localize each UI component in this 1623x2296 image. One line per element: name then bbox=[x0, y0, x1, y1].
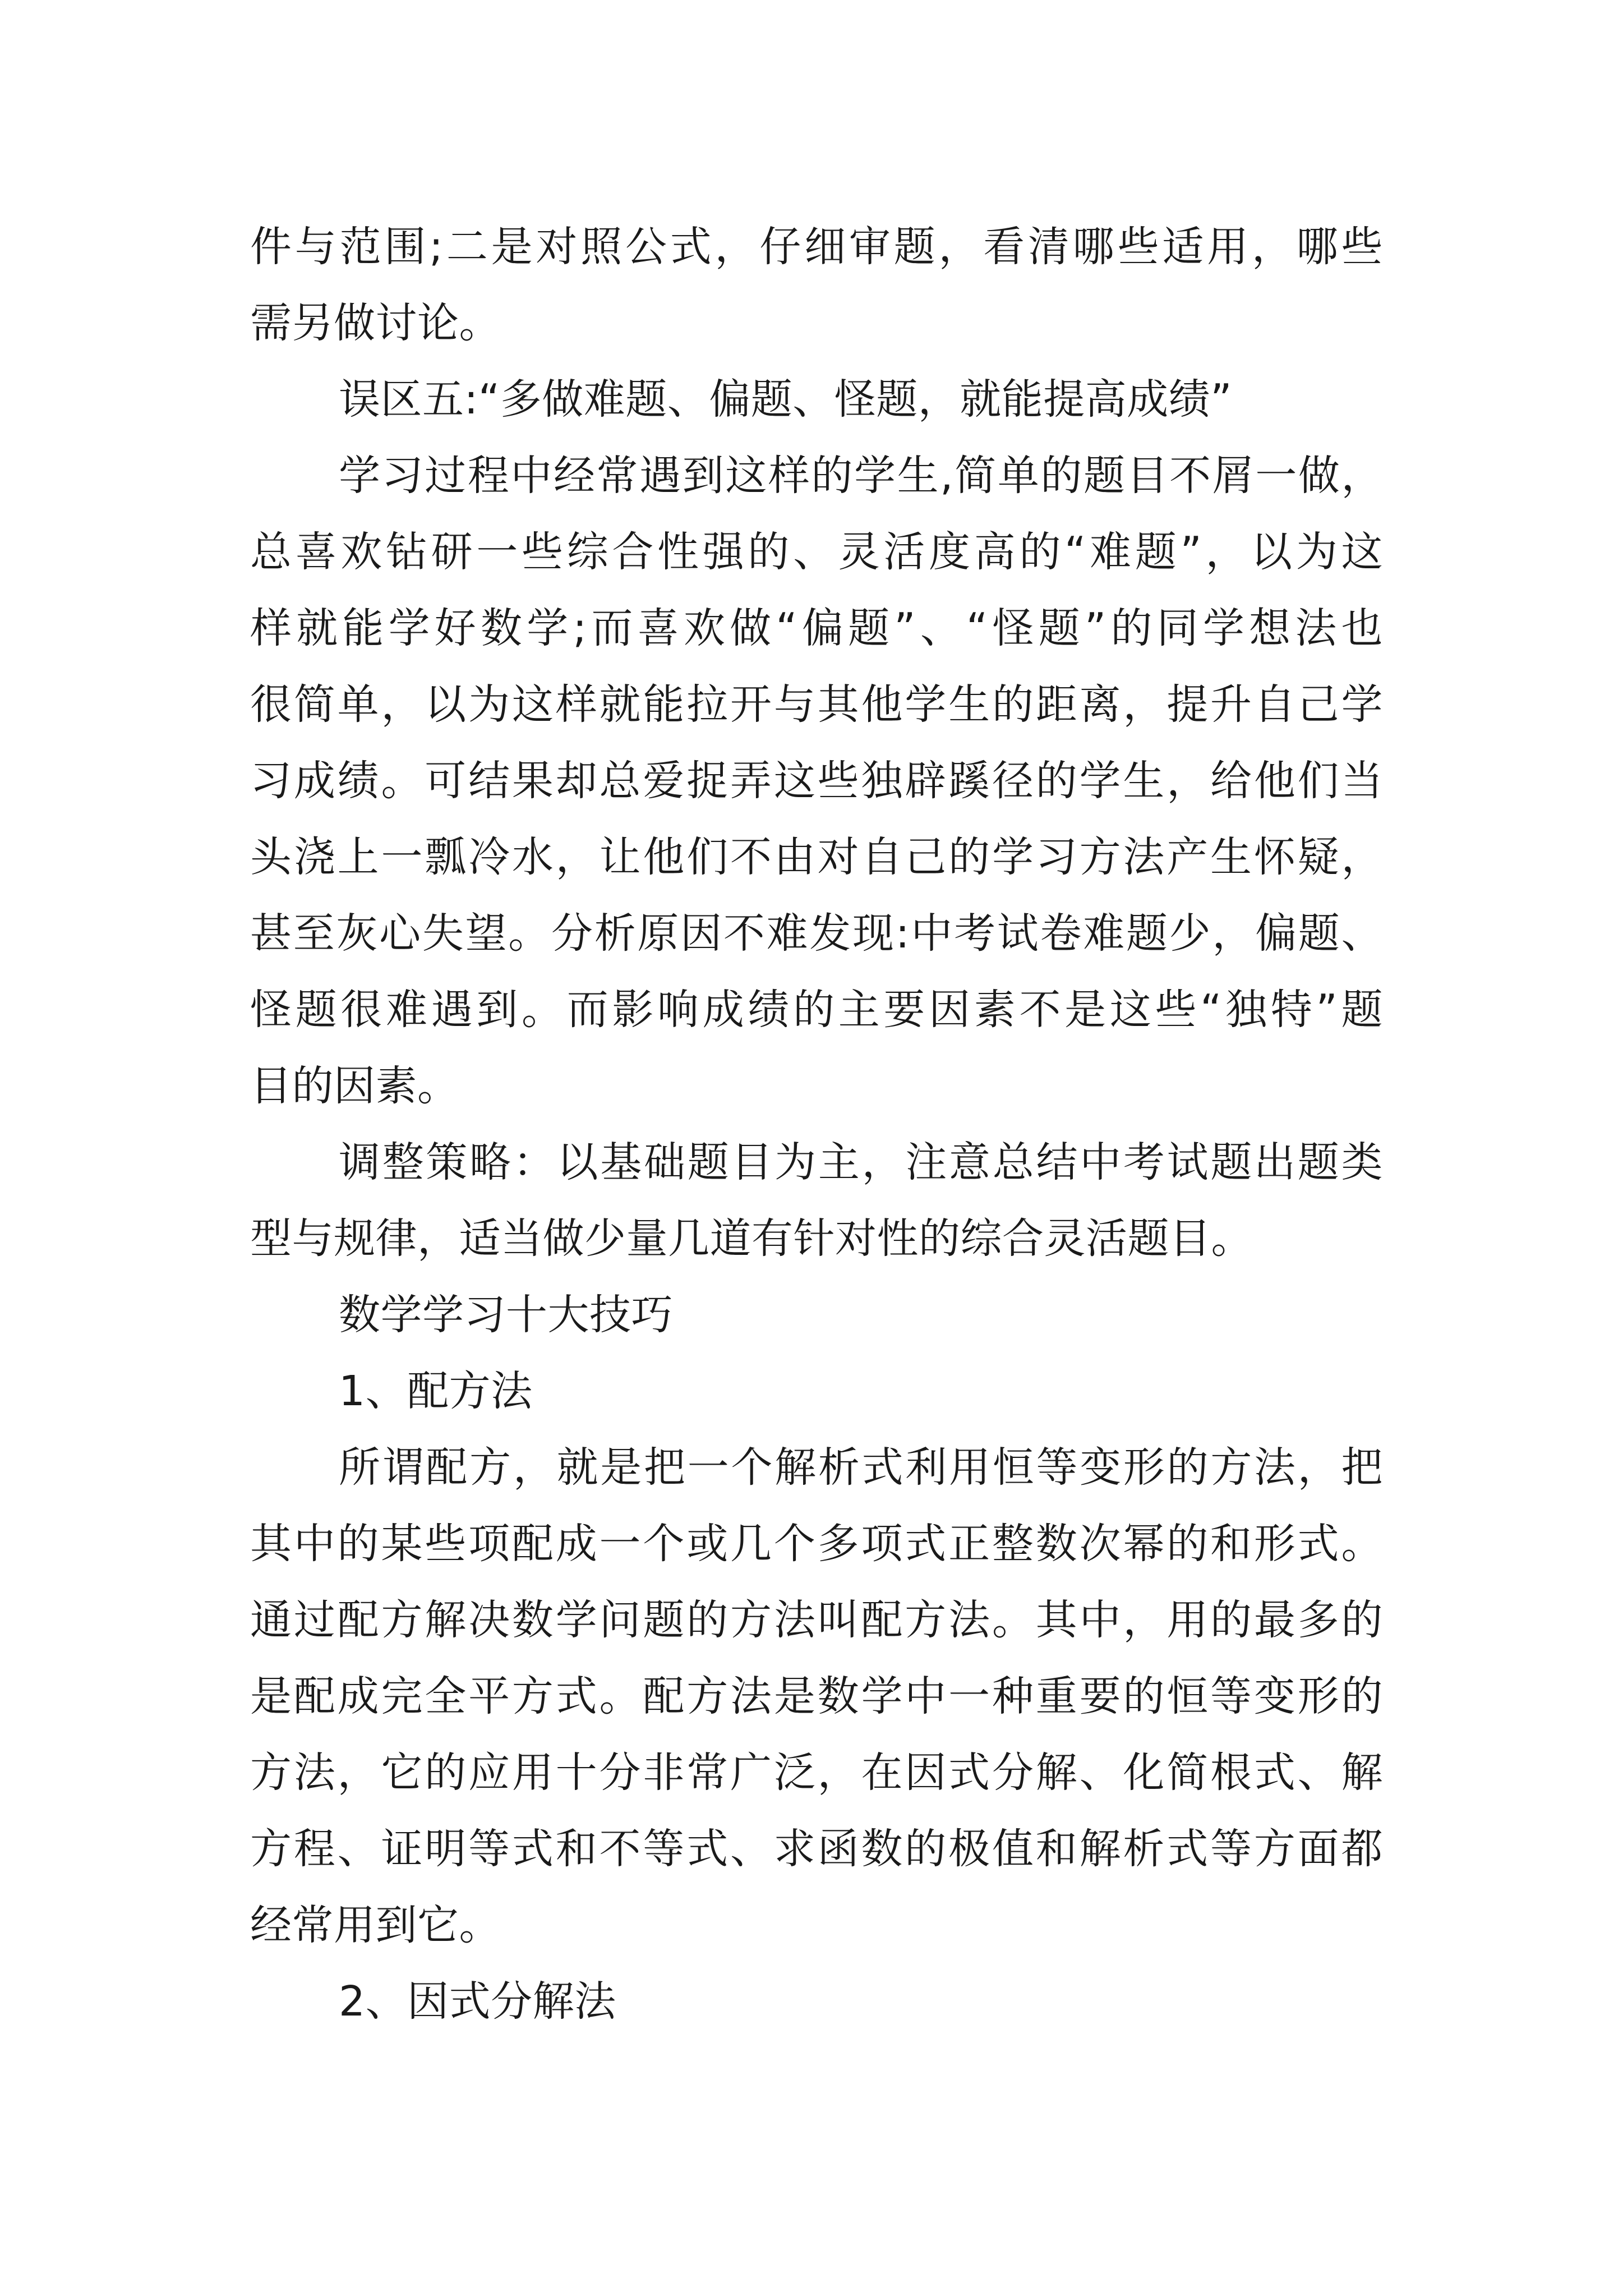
text-line: 是配成完全平方式。配方法是数学中一种重要的恒等变形的 bbox=[250, 1672, 1383, 1720]
text-line: 需另做讨论。 bbox=[250, 299, 501, 347]
subsection-heading: 1、配方法 bbox=[339, 1367, 533, 1415]
text-line: 型与规律，适当做少量几道有针对性的综合灵活题目。 bbox=[250, 1214, 1253, 1263]
text-line: 怪题很难遇到。而影响成绩的主要因素不是这些“独特”题 bbox=[250, 986, 1383, 1034]
section-heading: 数学学习十大技巧 bbox=[339, 1291, 673, 1339]
section-heading: 误区五:“多做难题、偏题、怪题，就能提高成绩” bbox=[339, 375, 1233, 424]
text-line: 所谓配方，就是把一个解析式利用恒等变形的方法，把 bbox=[339, 1443, 1383, 1492]
text-line: 学习过程中经常遇到这样的学生,简单的题目不屑一做， bbox=[339, 452, 1383, 500]
subsection-heading: 2、因式分解法 bbox=[339, 1977, 616, 2026]
text-line: 很简单，以为这样就能拉开与其他学生的距离，提升自己学 bbox=[250, 680, 1383, 729]
text-line: 总喜欢钻研一些综合性强的、灵活度高的“难题”，以为这 bbox=[250, 528, 1383, 576]
text-line: 样就能学好数学;而喜欢做“偏题”、“怪题”的同学想法也 bbox=[250, 604, 1383, 652]
text-line: 调整策略：以基础题目为主，注意总结中考试题出题类 bbox=[339, 1138, 1383, 1186]
body-text bbox=[250, 209, 1383, 2040]
text-line: 习成绩。可结果却总爱捉弄这些独辟蹊径的学生，给他们当 bbox=[250, 757, 1383, 805]
text-line: 头浇上一瓢冷水，让他们不由对自己的学习方法产生怀疑， bbox=[250, 833, 1383, 881]
text-line: 其中的某些项配成一个或几个多项式正整数次幂的和形式。 bbox=[250, 1520, 1383, 1568]
text-line: 件与范围;二是对照公式，仔细审题，看清哪些适用，哪些 bbox=[250, 223, 1383, 271]
text-line: 甚至灰心失望。分析原因不难发现:中考试卷难题少，偏题、 bbox=[250, 909, 1383, 958]
text-line: 目的因素。 bbox=[250, 1062, 459, 1110]
text-line: 方法，它的应用十分非常广泛，在因式分解、化简根式、解 bbox=[250, 1749, 1383, 1797]
text-line: 方程、证明等式和不等式、求函数的极值和解析式等方面都 bbox=[250, 1825, 1383, 1873]
text-line: 经常用到它。 bbox=[250, 1901, 501, 1949]
text-line: 通过配方解决数学问题的方法叫配方法。其中，用的最多的 bbox=[250, 1596, 1383, 1644]
